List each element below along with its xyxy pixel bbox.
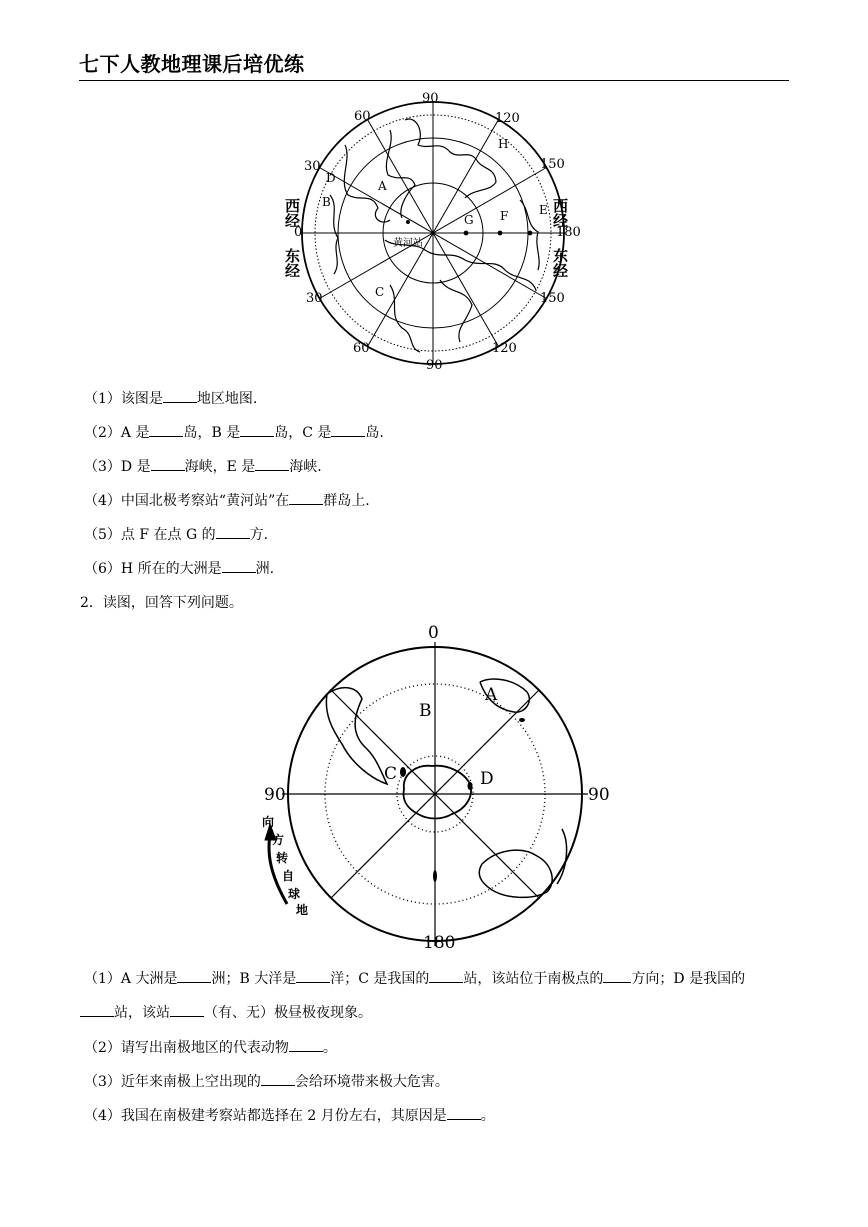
point-label-f: F bbox=[500, 209, 509, 223]
map2-label-left: 90 bbox=[264, 785, 286, 805]
answer-blank[interactable] bbox=[149, 422, 183, 437]
q2-item-3: （3）近年来南极上空出现的 会给环境带来极大危害。 bbox=[84, 1071, 449, 1091]
point-label-b: B bbox=[322, 195, 331, 209]
q1-item-2: （2）A 是 岛，B 是 岛，C 是 岛. bbox=[84, 422, 384, 442]
answer-blank[interactable] bbox=[222, 558, 256, 573]
q1-item-3: （3）D 是 海峡，E 是 海峡. bbox=[84, 456, 322, 476]
map2-point-d: D bbox=[480, 769, 494, 789]
antarctic-map bbox=[252, 624, 622, 954]
lon-label: 150 bbox=[540, 157, 565, 172]
rotation-char: 方 bbox=[272, 833, 285, 847]
lon-label: 60 bbox=[353, 341, 370, 356]
q1-item-6: （6）H 所在的大洲是 洲. bbox=[84, 558, 274, 578]
lon-label: 0 bbox=[294, 225, 303, 240]
side-label-west-right: 西经 bbox=[551, 198, 569, 228]
lon-label: 150 bbox=[540, 291, 565, 306]
q1-item-1: （1）该图是 地区地图. bbox=[84, 388, 257, 408]
answer-blank[interactable] bbox=[216, 524, 250, 539]
map2-label-bottom: 180 bbox=[423, 933, 456, 953]
answer-blank[interactable] bbox=[296, 968, 330, 983]
map2-label-top: 0 bbox=[428, 623, 439, 643]
lon-label: 60 bbox=[354, 109, 371, 124]
point-label-a: A bbox=[378, 179, 387, 193]
answer-blank[interactable] bbox=[289, 1037, 323, 1052]
rotation-char: 转 bbox=[276, 851, 289, 865]
answer-blank[interactable] bbox=[261, 1071, 295, 1086]
answer-blank[interactable] bbox=[80, 1002, 114, 1017]
answer-blank[interactable] bbox=[603, 968, 631, 983]
lon-label: 30 bbox=[306, 291, 323, 306]
point-label-d: D bbox=[326, 171, 336, 185]
answer-blank[interactable] bbox=[177, 968, 211, 983]
side-label-east-left: 东经 bbox=[283, 248, 301, 278]
answer-blank[interactable] bbox=[255, 456, 289, 471]
q2-item-2: （2）请写出南极地区的代表动物 。 bbox=[84, 1037, 337, 1057]
arctic-map bbox=[283, 90, 590, 373]
map2-point-c: C bbox=[384, 764, 398, 784]
answer-blank[interactable] bbox=[289, 490, 323, 505]
station-label: 黄河站 bbox=[393, 238, 423, 249]
answer-blank[interactable] bbox=[331, 422, 365, 437]
map2-label-right: 90 bbox=[588, 785, 610, 805]
lon-label: 90 bbox=[426, 358, 443, 373]
q2-item-4: （4）我国在南极建考察站都选择在 2 月份左右，其原因是 。 bbox=[84, 1105, 495, 1125]
q2-title: 2．读图，回答下列问题。 bbox=[80, 595, 243, 611]
lon-label: 30 bbox=[304, 159, 321, 174]
answer-blank[interactable] bbox=[429, 968, 463, 983]
q2-item-1-line-1: （1）A 大洲是 洲；B 大洋是 洋；C 是我国的 站，该站位于南极点的 方向；D 是我国的 bbox=[84, 968, 745, 988]
rotation-char: 球 bbox=[288, 887, 301, 901]
point-label-h: H bbox=[498, 137, 509, 151]
page-header bbox=[79, 48, 789, 81]
page-title: 七下人教地理课后培优练 bbox=[79, 52, 305, 76]
lon-label: 180 bbox=[556, 225, 581, 240]
answer-blank[interactable] bbox=[240, 422, 274, 437]
lon-label: 120 bbox=[495, 111, 520, 126]
map2-point-a: A bbox=[485, 685, 498, 705]
rotation-char: 地 bbox=[296, 903, 309, 917]
rotation-char: 向 bbox=[262, 815, 275, 829]
answer-blank[interactable] bbox=[151, 456, 185, 471]
answer-blank[interactable] bbox=[447, 1105, 481, 1120]
point-label-e: E bbox=[539, 203, 548, 217]
q1-item-4: （4）中国北极考察站“黄河站”在 群岛上. bbox=[84, 490, 370, 510]
answer-blank[interactable] bbox=[163, 388, 197, 403]
side-label-west-left: 西经 bbox=[283, 198, 301, 228]
point-label-c: C bbox=[375, 285, 385, 299]
point-label-g: G bbox=[464, 213, 474, 227]
map2-point-b: B bbox=[419, 701, 432, 721]
q2-item-1-line-2: 站，该站 （有、无）极昼极夜现象。 bbox=[80, 1002, 372, 1022]
q1-item-5: （5）点 F 在点 G 的 方. bbox=[84, 524, 268, 544]
answer-blank[interactable] bbox=[170, 1002, 204, 1017]
side-label-east-right: 东经 bbox=[551, 248, 569, 278]
lon-label: 90 bbox=[422, 91, 439, 106]
rotation-char: 自 bbox=[282, 869, 295, 883]
lon-label: 120 bbox=[492, 341, 517, 356]
